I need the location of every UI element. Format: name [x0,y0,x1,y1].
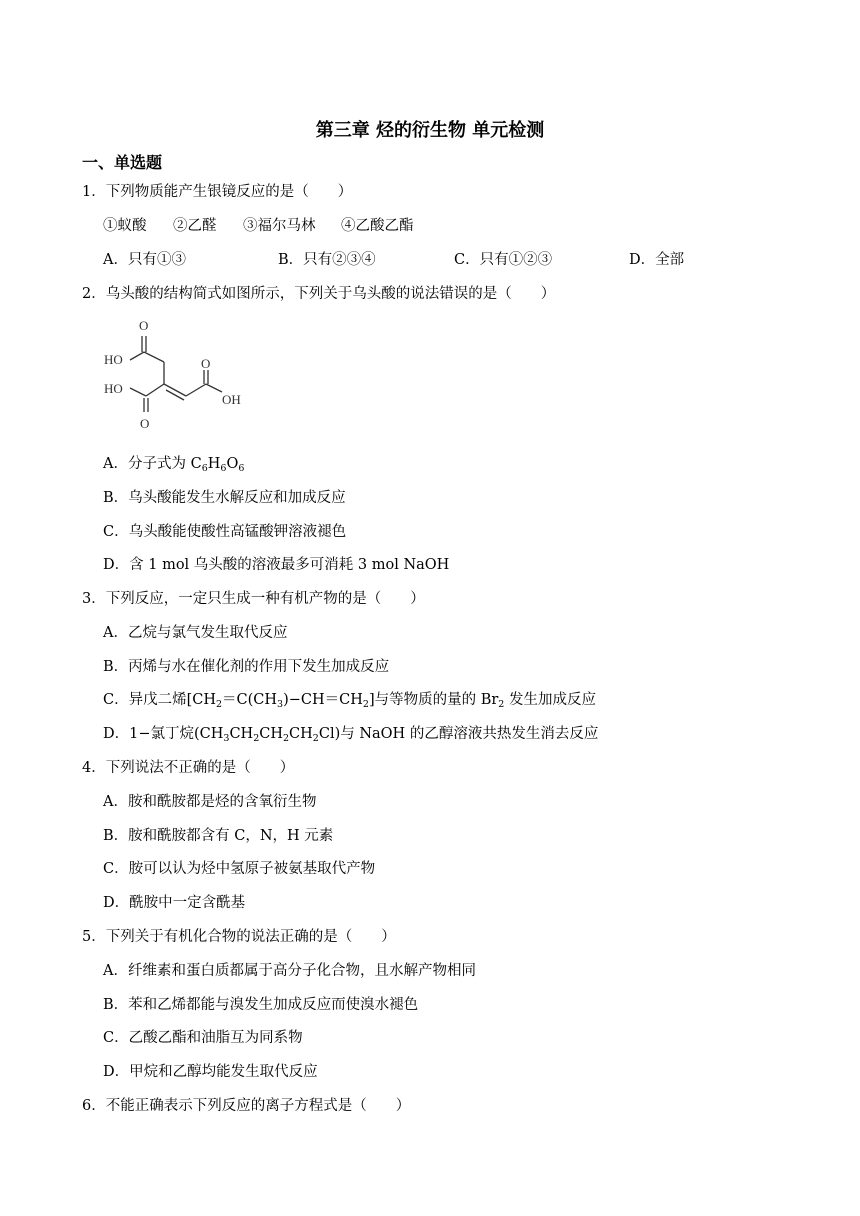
q1-option-c: C．只有①②③ [454,252,553,268]
q3-option-a: A．乙烷与氯气发生取代反应 [103,625,288,641]
question-5-stem: 5．下列关于有机化合物的说法正确的是（ ） [82,929,396,945]
q2-option-d: D．含 1 mol 乌头酸的溶液最多可消耗 3 mol NaOH [103,557,450,573]
q4-option-d: D．酰胺中一定含酰基 [103,895,246,911]
q3-option-b: B．丙烯与水在催化剂的作用下发生加成反应 [103,659,390,675]
q4-option-c: C．胺可以认为烃中氢原子被氨基取代产物 [103,861,376,877]
q1-item-1: ①蚁酸 [103,218,147,234]
q1-option-a: A．只有①③ [103,252,186,268]
q2-option-b: B．乌头酸能发生水解反应和加成反应 [103,490,346,506]
q1-option-b: B．只有②③④ [278,252,376,268]
q5-option-c: C．乙酸乙酯和油脂互为同系物 [103,1030,303,1046]
q3-option-d: D．1−氯丁烷$(CH_3CH_2CH_2CH_2Cl)$与 NaOH 的乙醇溶液共热发生消去反应 [103,726,599,744]
question-2-stem: 2．乌头酸的结构简式如图所示，下列关于乌头酸的说法错误的是（ ） [82,286,556,302]
question-1-stem: 1．下列物质能产生银镜反应的是（ ） [82,184,353,200]
q5-option-a: A．纤维素和蛋白质都属于高分子化合物，且水解产物相同 [103,963,476,979]
question-6-stem: 6．不能正确表示下列反应的离子方程式是（ ） [82,1098,411,1114]
structure-label-ho-upper: HO [104,352,123,367]
q3-option-c: C．异戊二烯$[CH_2=C(CH_3)-CH=CH_2]$与等物质的量的 $Br_2$ 发生加成反应 [103,692,596,710]
structure-label-o-top: O [139,318,149,333]
question-4-stem: 4．下列说法不正确的是（ ） [82,760,295,776]
structure-label-o-bottom: O [140,416,150,431]
q4-option-a: A．胺和酰胺都是烃的含氧衍生物 [103,794,317,810]
q1-item-3: ③福尔马林 [243,218,316,234]
structure-label-o-right: O [201,356,211,371]
page-title: 第三章 烃的衍生物 单元检测 [315,120,545,141]
section-heading: 一、单选题 [82,153,163,172]
q5-option-d: D．甲烷和乙醇均能发生取代反应 [103,1064,318,1080]
question-3-stem: 3．下列反应，一定只生成一种有机产物的是（ ） [82,591,425,607]
structure-label-oh-right: OH [222,392,241,407]
q1-option-d: D．全部 [629,252,685,268]
structure-label-ho-lower: HO [104,381,123,396]
q2-option-c: C．乌头酸能使酸性高锰酸钾溶液褪色 [103,524,347,540]
q1-item-4: ④乙酸乙酯 [341,218,414,234]
q1-item-2: ②乙醛 [173,218,217,234]
q4-option-b: B．胺和酰胺都含有 C，N，H 元素 [103,828,334,844]
q5-option-b: B．苯和乙烯都能与溴发生加成反应而使溴水褪色 [103,997,419,1013]
aconitic-acid-structure [100,312,260,434]
q2-option-a: A．分子式为 $C_6H_6O_6$ [103,456,245,474]
